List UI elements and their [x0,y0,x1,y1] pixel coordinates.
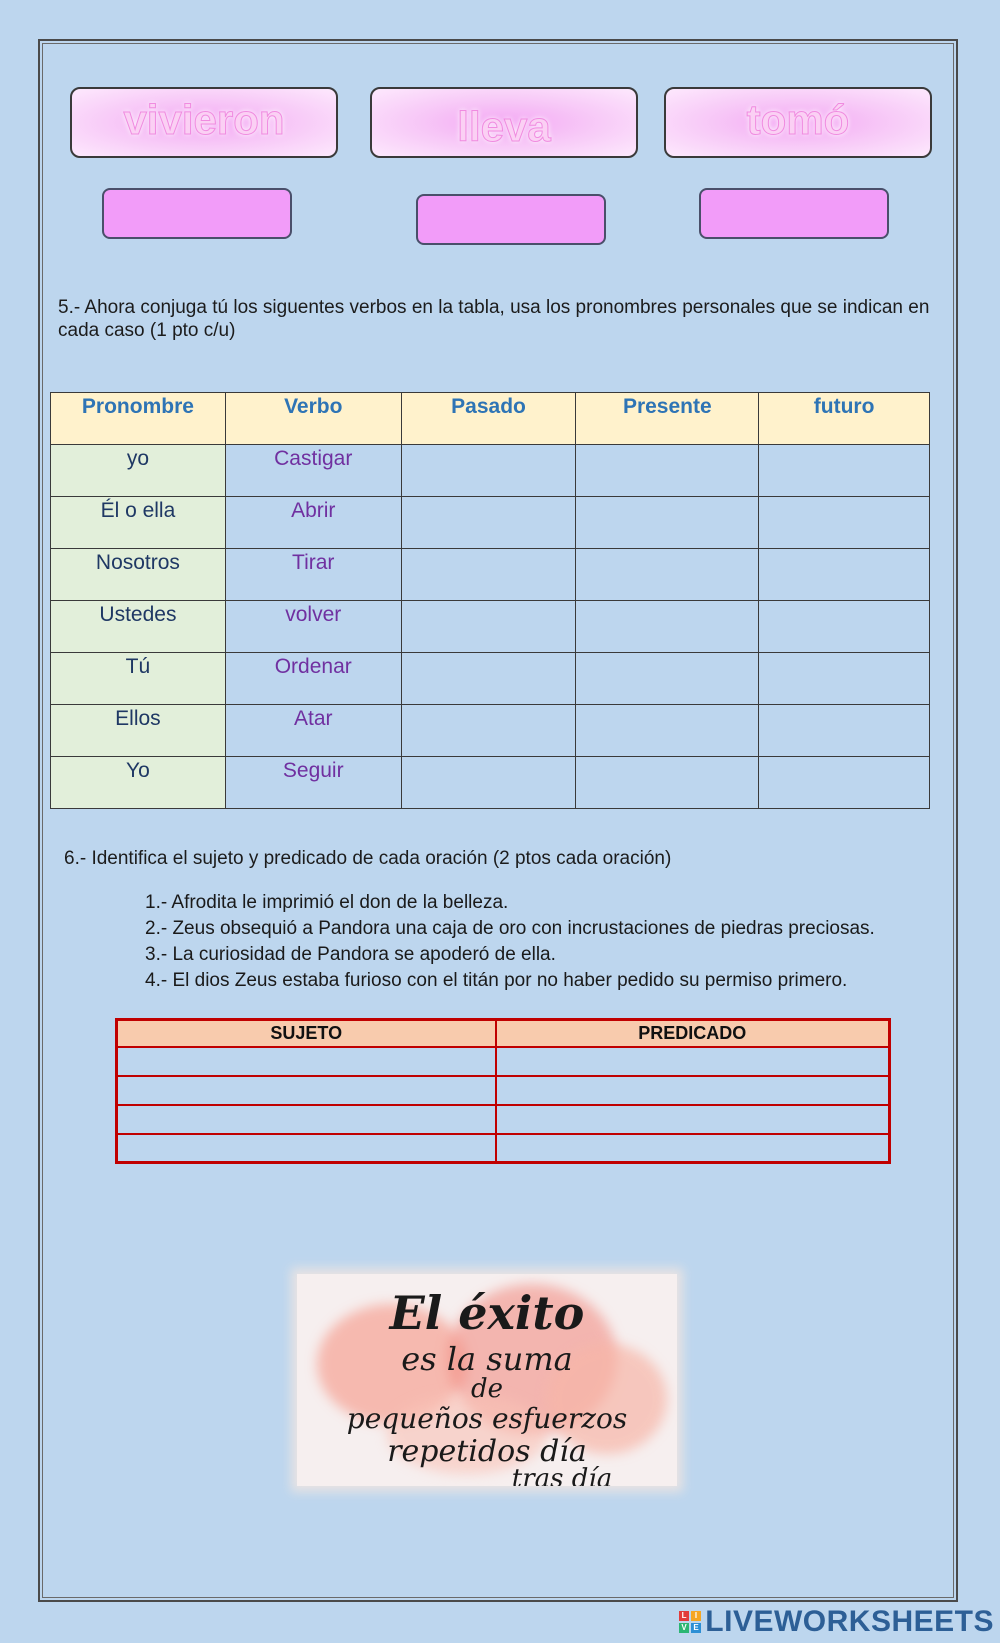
table-row [117,1105,890,1134]
verb-cell: Seguir [225,757,401,809]
answer-box-3[interactable] [699,188,889,239]
presente-input[interactable] [576,497,759,549]
pasado-input[interactable] [401,601,576,653]
pronoun-cell: Ustedes [51,601,226,653]
header-predicado: PREDICADO [496,1020,890,1047]
verb-cell: Atar [225,705,401,757]
presente-input[interactable] [576,653,759,705]
word-card-3[interactable] [664,87,932,158]
table-header-row [117,1020,890,1047]
futuro-input[interactable] [759,549,930,601]
pronoun-cell: Tú [51,653,226,705]
sujeto-input[interactable] [117,1047,496,1076]
sentence-item: 2.- Zeus obsequió a Pandora una caja de oro con incrustaciones de piedras preciosas. [145,918,875,939]
header-sujeto: SUJETO [117,1020,496,1047]
futuro-input[interactable] [759,445,930,497]
pasado-input[interactable] [401,445,576,497]
sujeto-input[interactable] [117,1076,496,1105]
table-row [117,1047,890,1076]
header-pasado: Pasado [401,393,576,445]
poster-line: es la suma [401,1340,573,1378]
pronoun-cell: Ellos [51,705,226,757]
predicado-input[interactable] [496,1047,890,1076]
pasado-input[interactable] [401,653,576,705]
poster-line: El éxito [389,1286,585,1340]
presente-input[interactable] [576,705,759,757]
answer-box-1[interactable] [102,188,292,239]
presente-input[interactable] [576,549,759,601]
sentence-item: 1.- Afrodita le imprimió el don de la belleza. [145,892,509,913]
header-pronombre: Pronombre [51,393,226,445]
icon-letter: I [691,1611,701,1621]
section6-instruction: 6.- Identifica el sujeto y predicado de cada oración (2 ptos cada oración) [64,848,672,869]
header-futuro: futuro [759,393,930,445]
section5-instruction: 5.- Ahora conjuga tú los siguentes verbos en la tabla, usa los pronombres personales que se indican en cada caso (1 pto c/u) [58,297,930,341]
pronoun-cell: yo [51,445,226,497]
subject-predicate-table [115,1018,891,1164]
futuro-input[interactable] [759,497,930,549]
table-row [117,1134,890,1163]
futuro-input[interactable] [759,601,930,653]
presente-input[interactable] [576,757,759,809]
header-presente: Presente [576,393,759,445]
presente-input[interactable] [576,445,759,497]
table-row [117,1076,890,1105]
sujeto-input[interactable] [117,1105,496,1134]
poster-line: tras día [511,1464,613,1486]
word-card-label: tomó [746,95,850,143]
word-card-label: vivieron [123,95,285,143]
poster-line: de [470,1374,504,1404]
brand-name: LIVEWORKSHEETS [705,1605,994,1638]
pasado-input[interactable] [401,705,576,757]
table-row [51,601,930,653]
sentence-item: 3.- La curiosidad de Pandora se apoderó de ella. [145,944,556,965]
sujeto-input[interactable] [117,1134,496,1163]
table-row [51,497,930,549]
verb-cell: Castigar [225,445,401,497]
pasado-input[interactable] [401,549,576,601]
pronoun-cell: Nosotros [51,549,226,601]
conjugation-table [50,392,930,809]
pasado-input[interactable] [401,497,576,549]
predicado-input[interactable] [496,1134,890,1163]
presente-input[interactable] [576,601,759,653]
word-card-2[interactable] [370,87,638,158]
sentence-list [145,890,875,994]
predicado-input[interactable] [496,1076,890,1105]
table-header-row [51,393,930,445]
pronoun-cell: Él o ella [51,497,226,549]
predicado-input[interactable] [496,1105,890,1134]
table-row [51,705,930,757]
pronoun-cell: Yo [51,757,226,809]
futuro-input[interactable] [759,653,930,705]
verb-cell: volver [225,601,401,653]
table-row [51,445,930,497]
sentence-item: 4.- El dios Zeus estaba furioso con el titán por no haber pedido su permiso primero. [145,970,848,991]
futuro-input[interactable] [759,757,930,809]
futuro-input[interactable] [759,705,930,757]
table-row [51,757,930,809]
verb-cell: Tirar [225,549,401,601]
pasado-input[interactable] [401,757,576,809]
word-card-label: lleva [457,102,551,150]
header-verbo: Verbo [225,393,401,445]
icon-letter: E [691,1623,701,1633]
table-row [51,549,930,601]
poster-line: pequeños esfuerzos [346,1402,628,1435]
liveworksheets-logo[interactable] [679,1605,994,1639]
icon-letter: L [679,1611,689,1621]
icon-letter: V [679,1623,689,1633]
verb-cell: Ordenar [225,653,401,705]
verb-cell: Abrir [225,497,401,549]
poster-line: repetidos día [387,1434,587,1469]
table-row [51,653,930,705]
motivational-poster [297,1274,677,1486]
answer-box-2[interactable] [416,194,606,245]
word-card-1[interactable] [70,87,338,158]
liveworksheets-icon [679,1611,701,1633]
